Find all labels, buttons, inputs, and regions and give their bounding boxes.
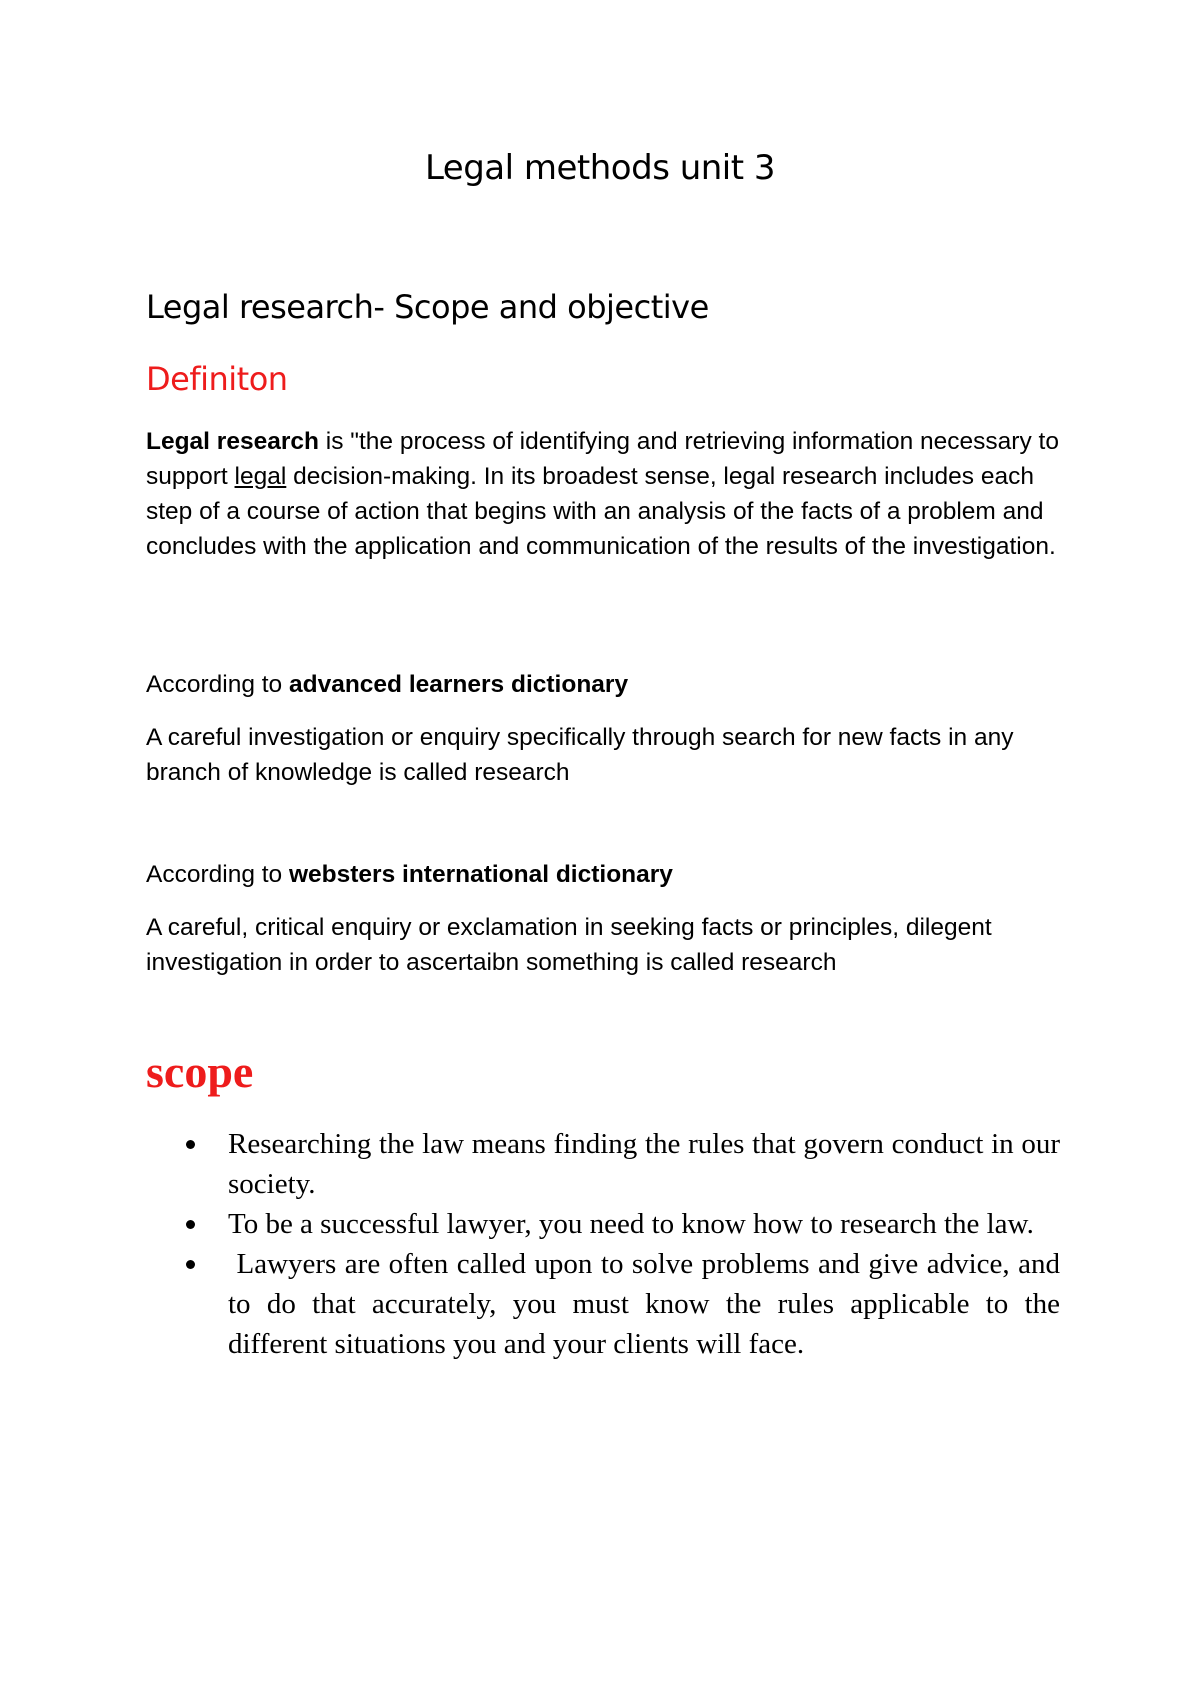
document-title: Legal methods unit 3 bbox=[424, 148, 776, 188]
scope-item bbox=[146, 1204, 1060, 1244]
definition-heading: Definiton bbox=[146, 360, 288, 398]
definition-term: Legal research bbox=[146, 428, 319, 455]
legal-link[interactable]: legal bbox=[234, 463, 287, 490]
advanced-learners-definition: A careful investigation or enquiry specifically through search for new facts in any branch of knowledge is called research bbox=[146, 724, 1014, 786]
definition-text-start: is "the process of identifying and retrieving information necessary to support bbox=[146, 428, 1059, 490]
scope-heading: scope bbox=[146, 1046, 254, 1097]
scope-item-text: To be a successful lawyer, you need to know how to research the law. bbox=[228, 1208, 1034, 1240]
websters-source: websters international dictionary bbox=[289, 861, 673, 888]
bullet-icon bbox=[186, 1140, 195, 1149]
scope-item bbox=[146, 1244, 1068, 1364]
scope-item bbox=[146, 1124, 1060, 1204]
advanced-learners-source: advanced learners dictionary bbox=[289, 671, 629, 698]
websters-heading bbox=[146, 857, 1066, 892]
scope-item-text: Lawyers are often called upon to solve problems and give advice, and to do that accurately, you must know the rules applicable to the different situations you and your clients will face. bbox=[228, 1248, 1068, 1360]
definition-paragraph bbox=[146, 424, 1066, 564]
websters-definition: A careful, critical enquiry or exclamation in seeking facts or principles, dilegent investigation in order to ascertaibn something is called research bbox=[146, 914, 992, 976]
bullet-icon bbox=[186, 1220, 195, 1229]
definition-text-end: decision-making. In its broadest sense, legal research includes each step of a course of action that begins with an analysis of the facts of a problem and concludes with the application and communication of the results of the investigation. bbox=[146, 463, 1056, 560]
scope-list bbox=[146, 1124, 1068, 1364]
websters-prefix: According to bbox=[146, 861, 289, 888]
bullet-icon bbox=[186, 1260, 195, 1269]
advanced-learners-prefix: According to bbox=[146, 671, 289, 698]
section-heading: Legal research- Scope and objective bbox=[146, 288, 709, 326]
advanced-learners-heading bbox=[146, 667, 1066, 702]
scope-item-text: Researching the law means finding the rules that govern conduct in our society. bbox=[228, 1128, 1060, 1200]
